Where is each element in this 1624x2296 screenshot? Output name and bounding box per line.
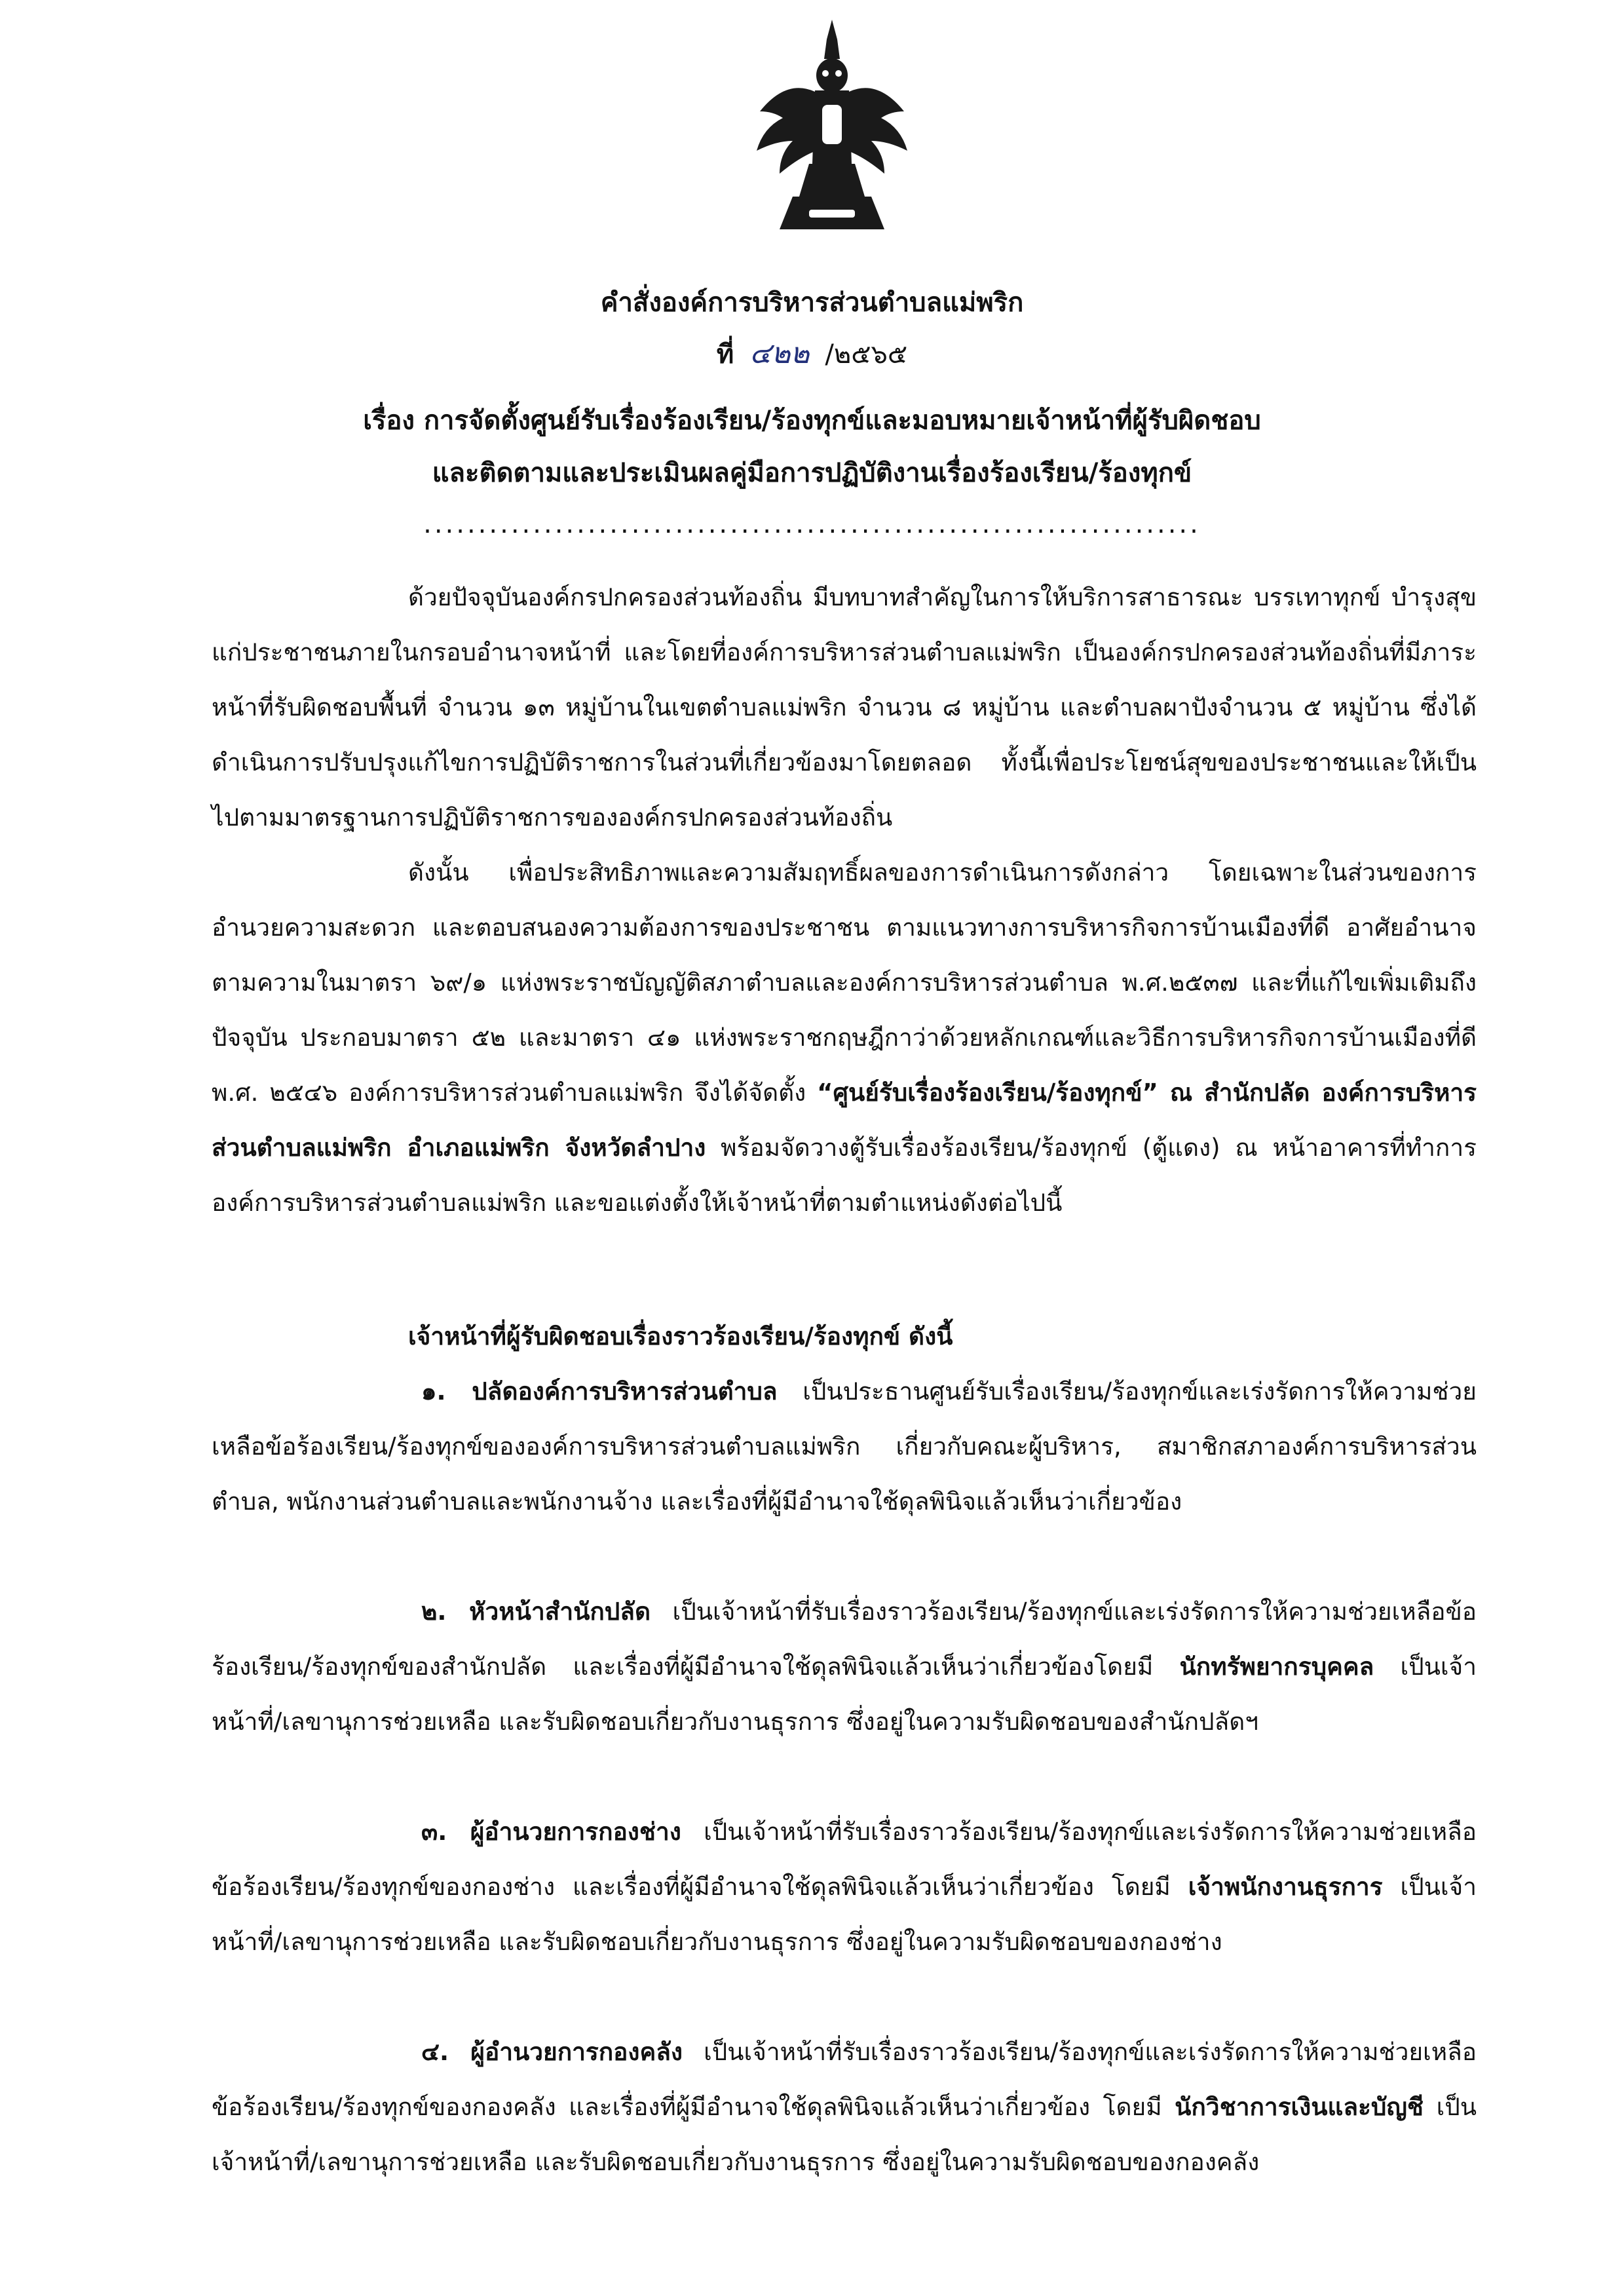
official-item-text: เป็นเจ้าหน้าที่รับเรื่องราวร้องเรียน/ร้องทุกข์และเร่งรัดการให้ความช่วยเหลือข้อร้องเรียน/ร้องทุกข์ของกองช่าง และเรื่องที่ผู้มีอำนาจใช้ดุลพินิจแล้วเห็นว่าเกี่ยวข้อง โดยมี	[212, 1818, 1477, 1901]
therefore-bold-text: “ศูนย์รับเรื่องร้องเรียน/ร้องทุกข์” ณ สำนักปลัด องค์การบริหารส่วนตำบลแม่พริก อำเภอแม่พริก จังหวัดลำปาง	[212, 1079, 1477, 1162]
order-title: คำสั่งองค์การบริหารส่วนตำบลแม่พริก	[600, 288, 1024, 318]
therefore-text: ดังนั้น เพื่อประสิทธิภาพและความสัมฤทธิ์ผลของการดำเนินการดังกล่าว โดยเฉพาะในส่วนของการอำนวยความสะดวก และตอบสนองความต้องการของประชาชน ตามแนวทางการบริหารกิจการบ้านเมืองที่ดี อาศัยอำนาจตามความในมาตรา ๖๙/๑ แห่งพระราชบัญญัติสภาตำบลและองค์การบริหารส่วนตำบล พ.ศ.๒๕๓๗ และที่แก้ไขเพิ่มเติมถึงปัจจุบัน ประกอบมาตรา ๕๒ และมาตรา ๔๑ แห่งพระราชกฤษฎีกาว่าด้วยหลักเกณฑ์และวิธีการบริหารกิจการบ้านเมืองที่ดี พ.ศ. ๒๕๔๖ องค์การบริหารส่วนตำบลแม่พริก จึงได้จัดตั้ง	[212, 858, 1477, 1107]
garuda-emblem-icon	[747, 13, 917, 236]
separator-dots: .......................................................................	[423, 509, 1201, 539]
therefore-paragraph	[212, 845, 1477, 1231]
subject-line-1: เรื่อง การจัดตั้งศูนย์รับเรื่องร้องเรียน/ร้องทุกข์และมอบหมายเจ้าหน้าที่ผู้รับผิดชอบ	[363, 406, 1261, 436]
therefore-tail-text: พร้อมจัดวางตู้รับเรื่องร้องเรียน/ร้องทุกข์ (ตู้แดง) ณ หน้าอาคารที่ทำการองค์การบริหารส่วนตำบลแม่พริก และขอแต่งตั้งให้เจ้าหน้าที่ตามตำแหน่งดังต่อไปนี้	[212, 1134, 1477, 1217]
official-item-assistant: นักวิชาการเงินและบัญชี	[1175, 2093, 1424, 2121]
subject-line-2: และติดตามและประเมินผลคู่มือการปฏิบัติงานเรื่องร้องเรียน/ร้องทุกข์	[432, 458, 1192, 488]
official-item-text: เป็นเจ้าหน้าที่รับเรื่องราวร้องเรียน/ร้องทุกข์และเร่งรัดการให้ความช่วยเหลือข้อร้องเรียน/ร้องทุกข์ของสำนักปลัด และเรื่องที่ผู้มีอำนาจใช้ดุลพินิจแล้วเห็นว่าเกี่ยวข้องโดยมี	[212, 1598, 1477, 1681]
official-item	[212, 1364, 1477, 1529]
official-item-assistant: นักทรัพยากรบุคคล	[1179, 1653, 1374, 1681]
official-item-assistant: เจ้าพนักงานธุรการ	[1188, 1873, 1383, 1901]
official-item-text: เป็นเจ้าหน้าที่รับเรื่องราวร้องเรียน/ร้องทุกข์และเร่งรัดการให้ความช่วยเหลือข้อร้องเรียน/ร้องทุกข์ของกองคลัง และเรื่องที่ผู้มีอำนาจใช้ดุลพินิจแล้วเห็นว่าเกี่ยวข้อง โดยมี	[212, 2038, 1477, 2121]
order-number	[0, 334, 1624, 374]
official-item-tail: เป็นเจ้าหน้าที่/เลขานุการช่วยเหลือ และรับผิดชอบเกี่ยวกับงานธุรการ ซึ่งอยู่ในความรับผิดชอบของกองช่าง	[212, 1873, 1477, 1956]
official-item	[212, 1805, 1477, 1970]
officials-heading: เจ้าหน้าที่ผู้รับผิดชอบเรื่องราวร้องเรียน/ร้องทุกข์ ดังนี้	[408, 1322, 953, 1350]
official-item-tail: เป็นเจ้าหน้าที่/เลขานุการช่วยเหลือ และรับผิดชอบเกี่ยวกับงานธุรการ ซึ่งอยู่ในความรับผิดชอบของกองคลัง	[212, 2093, 1477, 2176]
official-item-title: ๒. หัวหน้าสำนักปลัด	[421, 1598, 651, 1626]
official-item-title: ๑. ปลัดองค์การบริหารส่วนตำบล	[421, 1377, 778, 1406]
official-item	[212, 1584, 1477, 1750]
number-year: /๒๕๖๕	[825, 339, 908, 370]
official-item-tail: เป็นเจ้าหน้าที่/เลขานุการช่วยเหลือ และรับผิดชอบเกี่ยวกับงานธุรการ ซึ่งอยู่ในความรับผิดชอบของสำนักปลัดฯ	[212, 1653, 1477, 1736]
number-prefix: ที่	[716, 339, 734, 370]
official-item	[212, 2025, 1477, 2190]
handwritten-number: ๔๒๒	[749, 337, 810, 370]
official-item-title: ๓. ผู้อำนวยการกองช่าง	[421, 1818, 681, 1846]
official-item-title: ๔. ผู้อำนวยการกองคลัง	[421, 2038, 683, 2066]
intro-paragraph: ด้วยปัจจุบันองค์กรปกครองส่วนท้องถิ่น มีบทบาทสำคัญในการให้บริการสาธารณะ บรรเทาทุกข์ บำรุงสุข แก่ประชาชนภายในกรอบอำนาจหน้าที่ และโดยที่องค์การบริหารส่วนตำบลแม่พริก เป็นองค์กรปกครองส่วนท้องถิ่นที่มีภาระหน้าที่รับผิดชอบพื้นที่ จำนวน ๑๓ หมู่บ้านในเขตตำบลแม่พริก จำนวน ๘ หมู่บ้าน และตำบลผาปังจำนวน ๕ หมู่บ้าน ซึ่งได้ดำเนินการปรับปรุงแก้ไขการปฏิบัติราชการในส่วนที่เกี่ยวข้องมาโดยตลอด ทั้งนี้เพื่อประโยชน์สุขของประชาชนและให้เป็นไปตามมาตรฐานการปฏิบัติราชการขององค์กรปกครองส่วนท้องถิ่น	[212, 583, 1477, 832]
official-item-text: เป็นประธานศูนย์รับเรื่องเรียน/ร้องทุกข์และเร่งรัดการให้ความช่วยเหลือข้อร้องเรียน/ร้องทุกข์ขององค์การบริหารส่วนตำบลแม่พริก เกี่ยวกับคณะผู้บริหาร, สมาชิกสภาองค์การบริหารส่วนตำบล, พนักงานส่วนตำบลและพนักงานจ้าง และเรื่องที่ผู้มีอำนาจใช้ดุลพินิจแล้วเห็นว่าเกี่ยวข้อง	[212, 1377, 1477, 1516]
